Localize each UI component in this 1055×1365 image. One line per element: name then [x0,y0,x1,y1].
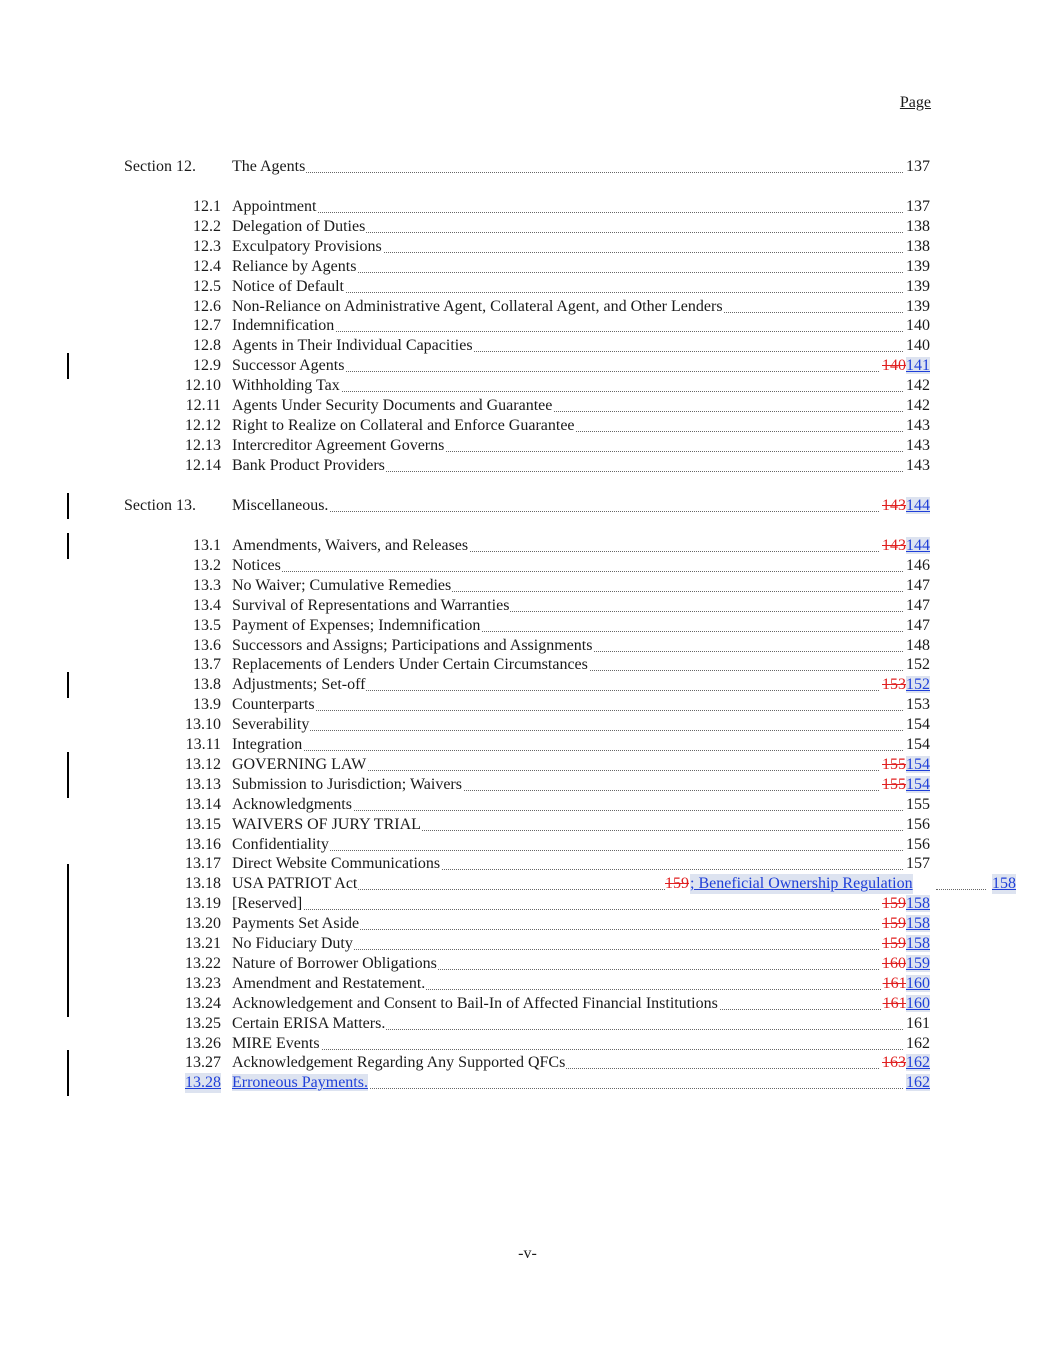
entry-page-number: 147 [906,576,930,594]
toc-entry[interactable] [0,735,1055,755]
deleted-page-number: 159 [665,875,689,893]
entry-page [904,217,930,237]
deleted-page-number: 143 [882,497,906,514]
entry-title [232,576,452,596]
entry-number: 13.3 [193,576,221,594]
entry-title [232,1034,321,1054]
toc-entry[interactable] [0,396,1055,416]
entry-title-text: Nature of Borrower Obligations [232,954,437,972]
entry-title-text: Submission to Jurisdiction; Waivers [232,775,462,793]
entry-number: 12.13 [185,436,221,454]
entry-page-number: 137 [906,198,930,215]
entry-title-text: Agents Under Security Documents and Guarantee [232,397,553,414]
entry-number: 13.23 [185,974,221,992]
entry-title-text: Acknowledgments [232,795,352,813]
toc-entry[interactable] [0,596,1055,616]
deleted-page-number: 155 [882,775,906,793]
dot-leader [236,1049,929,1050]
toc-entry[interactable] [0,954,1055,974]
entry-title-text: MIRE Events [232,1034,320,1052]
inserted-page-number: 144 [906,497,930,514]
entry-title-text: Amendments, Waivers, and Releases [232,537,469,554]
entry-title [232,356,345,376]
toc-entry[interactable] [0,675,1055,695]
entry-page [904,396,930,416]
toc-entry[interactable] [0,1053,1055,1073]
deleted-page-number: 140 [882,357,906,375]
entry-page [904,715,930,735]
entry-page [904,795,930,815]
entry-title [232,795,353,815]
entry-number: 12.7 [193,317,221,335]
entry-title [232,217,366,237]
dot-leader [236,850,929,851]
inserted-page-number: 158 [906,935,930,952]
entry-title [232,994,719,1014]
entry-number: 13.18 [185,875,221,893]
entry-number: 12.12 [185,416,221,434]
change-bar [67,950,69,1015]
entry-number: 12.11 [185,397,221,414]
entry-title-text: Erroneous Payments. [232,1074,368,1092]
inserted-page-number: 154 [906,755,930,773]
entry-number: 13.19 [185,895,221,913]
entry-title-text: WAIVERS OF JURY TRIAL [232,815,421,833]
entry-title-text: [Reserved] [232,895,303,913]
entry-title [232,775,463,795]
entry-title-text: Certain ERISA Matters. [232,1014,386,1032]
toc-entry[interactable] [0,436,1055,456]
entry-title [232,835,330,855]
entry-page [904,835,930,855]
toc-entry[interactable] [0,695,1055,715]
entry-page [880,954,930,974]
entry-title [232,556,282,576]
entry-page [904,735,930,755]
entry-number: 13.13 [185,775,221,793]
entry-title [232,675,366,695]
entry-page [904,1073,930,1093]
inserted-page-number: 152 [906,676,930,694]
entry-number: 12.8 [193,337,221,355]
toc-entry[interactable] [0,197,1055,217]
entry-page [904,257,930,277]
entry-title-text: Direct Website Communications [232,855,441,873]
inserted-page-number: 158 [992,875,1016,893]
entry-page-number: 139 [906,297,930,315]
entry-title [232,257,357,277]
entry-page [904,854,930,874]
change-bar [67,755,69,795]
entry-number: 12.10 [185,377,221,395]
entry-title [232,277,345,297]
entry-page-number: 138 [906,237,930,255]
entry-title-text: Survival of Representations and Warranties [232,596,510,614]
toc-entry[interactable] [0,1073,1055,1093]
dot-leader [236,571,929,572]
entry-page [904,277,930,297]
entry-page [880,536,930,556]
entry-page-number: 162 [906,1034,930,1052]
entry-page-number: 140 [906,337,930,355]
entry-page [904,1034,930,1054]
entry-title-text: Adjustments; Set-off [232,676,366,694]
entry-number: 13.7 [193,656,221,674]
dot-leader [236,750,929,751]
entry-page [904,197,930,217]
entry-page-number: 140 [906,317,930,335]
entry-page [904,376,930,396]
entry-title-text: Right to Realize on Collateral and Enforce Guarantee [232,416,575,434]
dot-leader [236,331,929,332]
entry-title-text: No Fiduciary Duty [232,935,353,952]
entry-page-number: 154 [906,716,930,734]
deleted-page-number: 161 [882,974,906,992]
entry-title [232,436,445,456]
section-number: Section 13. [124,497,196,514]
entry-page-number: 154 [906,736,930,753]
entry-title-text: Successor Agents [232,357,345,375]
entry-number: 13.20 [185,915,221,933]
entry-number: 12.3 [193,237,221,255]
entry-page [880,1053,930,1073]
dot-leader [236,212,929,213]
entry-number: 13.4 [193,596,221,614]
dot-leader [236,511,929,512]
entry-page [904,596,930,616]
entry-page [880,675,930,695]
entry-title [232,1053,566,1073]
toc-entry[interactable] [0,316,1055,336]
entry-page-number: 143 [906,456,930,474]
entry-number: 12.1 [193,198,221,215]
toc-entry[interactable] [0,356,1055,376]
entry-page [904,556,930,576]
inserted-page-number: 141 [906,357,930,375]
entry-title [232,735,303,755]
deleted-page-number: 159 [882,915,906,933]
entry-title [232,1014,386,1034]
toc-entry[interactable] [0,576,1055,596]
toc-section-heading[interactable] [0,157,1055,177]
entry-page-number: 137 [906,158,930,175]
entry-number: 12.6 [193,297,221,315]
entry-title-text: Exculpatory Provisions [232,237,382,255]
entry-number: 13.15 [185,815,221,833]
toc-entry[interactable] [0,894,1055,914]
entry-title [232,376,341,396]
entry-title [232,297,724,317]
entry-page-number: 152 [906,656,930,674]
entry-title [232,974,426,994]
entry-number: 13.12 [185,755,221,773]
entry-page-number: 155 [906,795,930,813]
entry-number: 13.9 [193,696,221,714]
entry-page-number: 162 [906,1074,930,1092]
deleted-page-number: 159 [882,895,906,913]
entry-page [880,775,930,795]
entry-page [904,297,930,317]
entry-title-text: Replacements of Lenders Under Certain Circumstances [232,656,588,674]
entry-page [904,655,930,675]
toc-entry[interactable] [0,1034,1055,1054]
entry-title [232,854,441,874]
change-bar [67,493,69,519]
section-title: The Agents [232,158,306,175]
entry-title-text: Indemnification [232,317,335,335]
entry-title [232,655,589,675]
entry-page-number: 142 [906,377,930,395]
entry-title-text: Bank Product Providers [232,456,385,474]
entry-title [232,237,383,257]
entry-page-number: 142 [906,397,930,414]
entry-title [232,894,303,914]
inserted-page-number: 159 [906,954,930,972]
entry-page-number: 148 [906,636,930,654]
entry-page [904,616,930,636]
toc-entry[interactable] [0,277,1055,297]
entry-page [904,157,930,177]
entry-page-number: 156 [906,835,930,853]
entry-page [904,416,930,436]
dot-leader [936,889,986,890]
dot-leader [236,710,929,711]
entry-page [904,336,930,356]
entry-page [880,894,930,914]
entry-title-text: Non-Reliance on Administrative Agent, Collateral Agent, and Other Lenders [232,297,723,315]
deleted-page-number: 143 [882,537,906,554]
entry-title [232,616,481,636]
entry-title-text: Payments Set Aside [232,915,360,933]
entry-number: 13.21 [185,935,221,952]
inserted-title-text: ; Beneficial Ownership Regulation [690,875,913,893]
entry-title-text: Acknowledgement Regarding Any Supported QFCs [232,1054,566,1072]
entry-title [232,934,354,954]
inserted-page-number: 160 [906,974,930,992]
toc-entry[interactable] [0,755,1055,775]
entry-title [232,416,576,436]
entry-number: 13.28 [185,1074,221,1092]
entry-page [904,576,930,596]
entry-number: 12.2 [193,217,221,235]
entry-page-number: 139 [906,277,930,295]
entry-page [880,914,930,934]
dot-leader [236,730,929,731]
entry-title [232,1073,369,1093]
section-number: Section 12. [124,158,196,175]
entry-number: 13.27 [185,1054,221,1072]
entry-title [232,755,367,775]
entry-page-number: 143 [906,416,930,434]
entry-title-text: Reliance by Agents [232,257,357,275]
entry-number: 13.1 [193,537,221,554]
toc-entry[interactable] [0,974,1055,994]
entry-title [232,914,360,934]
toc-entry[interactable] [0,636,1055,656]
inserted-page-number: 144 [906,537,930,554]
entry-title [232,815,422,835]
entry-title [232,596,510,616]
toc-entry[interactable] [0,456,1055,476]
entry-title [232,715,310,735]
entry-title-text: Acknowledgement and Consent to Bail-In of Affected Financial Institutions [232,994,718,1012]
entry-page [904,636,930,656]
entry-title-text: Counterparts [232,696,315,714]
entry-number: 13.26 [185,1034,221,1052]
entry-title [232,636,593,656]
deleted-page-number: 161 [882,994,906,1012]
entry-title [232,536,469,556]
entry-page-number: 161 [906,1014,930,1032]
entry-title [232,954,438,974]
entry-title [232,197,317,217]
entry-page [904,436,930,456]
deleted-page-number: 160 [882,954,906,972]
entry-title-text: Notice of Default [232,277,344,295]
entry-title-text: Integration [232,736,303,753]
entry-page [881,974,930,994]
entry-page-number: 139 [906,257,930,275]
entry-page [880,356,930,376]
entry-number: 12.5 [193,277,221,295]
page-footer-number: -v- [518,1245,537,1262]
entry-title-text: Successors and Assigns; Participations and Assignments [232,636,593,654]
entry-title [232,396,553,416]
entry-page [904,237,930,257]
inserted-page-number: 154 [906,775,930,793]
section-title: Miscellaneous. [232,497,329,514]
entry-title-text: Payment of Expenses; Indemnification [232,616,481,634]
entry-number: 12.9 [193,357,221,375]
toc-entry[interactable] [0,556,1055,576]
inserted-page-number: 160 [906,994,930,1012]
toc-entry[interactable] [0,297,1055,317]
entry-number: 12.4 [193,257,221,275]
toc-entry[interactable] [0,874,1055,894]
entry-title-text: Amendment and Restatement. [232,974,426,992]
entry-page [904,1014,930,1034]
entry-title: USA PATRIOT Act [232,875,358,893]
deleted-page-number: 155 [882,755,906,773]
toc-entry[interactable] [0,1014,1055,1034]
entry-number: 13.8 [193,676,221,694]
entry-title-text: Intercreditor Agreement Governs [232,436,445,454]
toc-entry[interactable] [0,835,1055,855]
deleted-page-number: 159 [882,935,906,952]
entry-title [232,316,335,336]
entry-page [880,934,930,954]
entry-title-text: Withholding Tax [232,377,340,395]
entry-page [904,815,930,835]
entry-number: 13.16 [185,835,221,853]
entry-page [881,994,930,1014]
entry-page [904,316,930,336]
entry-title [232,695,316,715]
toc-entry[interactable] [0,336,1055,356]
entry-title-text: GOVERNING LAW [232,755,367,773]
entry-title-text: Severability [232,716,310,734]
entry-page-number: 157 [906,855,930,873]
change-bar [67,1050,69,1095]
toc-entry[interactable] [0,217,1055,237]
entry-page [880,755,930,775]
entry-page-number: 143 [906,436,930,454]
toc-entry[interactable] [0,536,1055,556]
entry-title-text: Delegation of Duties [232,217,366,235]
entry-number: 13.24 [185,994,221,1012]
entry-page-number: 147 [906,596,930,614]
entry-title-text: Agents in Their Individual Capacities [232,337,473,355]
entry-number: 13.6 [193,636,221,654]
entry-title-text: Confidentiality [232,835,329,853]
entry-number: 13.22 [185,954,221,972]
entry-page [904,695,930,715]
toc-entry[interactable] [0,257,1055,277]
entry-title [232,456,386,476]
toc-entry[interactable] [0,655,1055,675]
entry-page-number: 138 [906,217,930,235]
inserted-page-number: 162 [906,1054,930,1072]
page-column-label: Page [899,94,931,111]
deleted-page-number: 153 [882,676,906,694]
entry-title [232,336,474,356]
inserted-page-number: 158 [906,915,930,933]
toc-entry[interactable] [0,376,1055,396]
entry-page [904,456,930,476]
toc-entry[interactable] [0,994,1055,1014]
entry-page-number: 146 [906,556,930,574]
entry-page-number: 153 [906,696,930,714]
dot-leader [236,909,929,910]
inserted-page-number: 158 [906,895,930,913]
entry-number: 13.5 [193,616,221,634]
toc-entry[interactable] [0,795,1055,815]
toc-entry[interactable] [0,934,1055,954]
entry-page-number: 156 [906,815,930,833]
entry-page [880,496,930,516]
toc-entry[interactable] [0,416,1055,436]
toc-entry[interactable] [0,815,1055,835]
entry-title-text: Appointment [232,198,317,215]
dot-leader [236,172,929,173]
entry-title-text: Notices [232,556,281,574]
entry-number: 13.25 [185,1014,221,1032]
toc-entry[interactable] [0,616,1055,636]
entry-page-number: 147 [906,616,930,634]
toc-entry[interactable] [0,715,1055,735]
entry-number: 13.17 [185,855,221,873]
toc-entry[interactable] [0,854,1055,874]
deleted-page-number: 163 [882,1054,906,1072]
entry-number: 13.10 [185,716,221,734]
toc-section-heading[interactable] [0,496,1055,516]
toc-entry[interactable] [0,914,1055,934]
entry-number: 13.11 [185,736,221,753]
entry-title-text: No Waiver; Cumulative Remedies [232,576,452,594]
toc-entry[interactable] [0,237,1055,257]
toc-entry[interactable] [0,775,1055,795]
entry-number: 13.14 [185,795,221,813]
entry-number: 12.14 [185,456,221,474]
entry-number: 13.2 [193,556,221,574]
